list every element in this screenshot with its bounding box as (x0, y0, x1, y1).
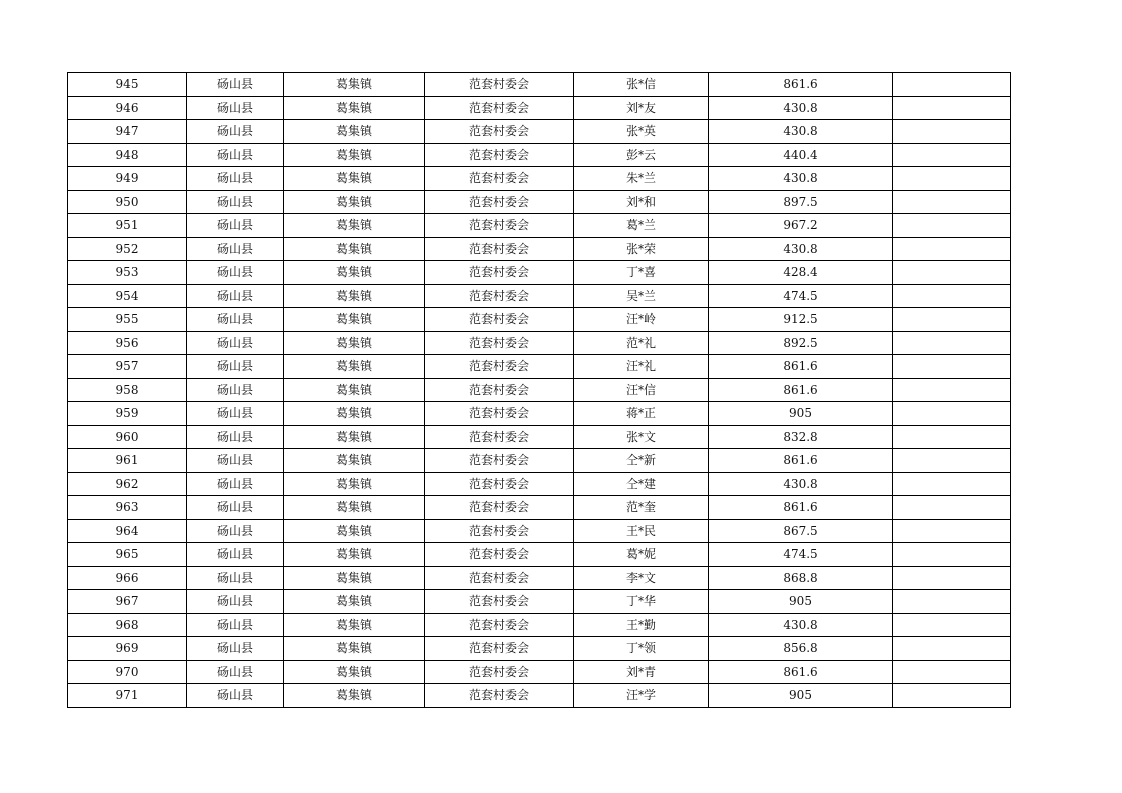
name-cell: 吴*兰 (574, 284, 709, 308)
row-number-cell: 961 (68, 449, 187, 473)
name-cell: 蒋*正 (574, 402, 709, 426)
table-row (68, 214, 1011, 238)
amount-cell: 430.8 (709, 120, 893, 144)
town-cell: 葛集镇 (284, 425, 425, 449)
village-cell: 范套村委会 (425, 143, 574, 167)
row-number-cell: 952 (68, 237, 187, 261)
note-cell (893, 637, 1011, 661)
note-cell (893, 190, 1011, 214)
table-row (68, 96, 1011, 120)
row-number-cell: 957 (68, 355, 187, 379)
table-row (68, 284, 1011, 308)
village-cell: 范套村委会 (425, 402, 574, 426)
note-cell (893, 660, 1011, 684)
name-cell: 王*民 (574, 519, 709, 543)
town-cell: 葛集镇 (284, 120, 425, 144)
amount-cell: 861.6 (709, 449, 893, 473)
town-cell: 葛集镇 (284, 331, 425, 355)
town-cell: 葛集镇 (284, 284, 425, 308)
name-cell: 葛*兰 (574, 214, 709, 238)
note-cell (893, 143, 1011, 167)
row-number-cell: 967 (68, 590, 187, 614)
village-cell: 范套村委会 (425, 120, 574, 144)
village-cell: 范套村委会 (425, 73, 574, 97)
town-cell: 葛集镇 (284, 543, 425, 567)
name-cell: 张*文 (574, 425, 709, 449)
note-cell (893, 543, 1011, 567)
name-cell: 彭*云 (574, 143, 709, 167)
county-cell: 砀山县 (187, 402, 284, 426)
table-row (68, 590, 1011, 614)
village-cell: 范套村委会 (425, 214, 574, 238)
amount-cell: 912.5 (709, 308, 893, 332)
row-number-cell: 962 (68, 472, 187, 496)
records-table (67, 72, 1011, 708)
town-cell: 葛集镇 (284, 214, 425, 238)
amount-cell: 868.8 (709, 566, 893, 590)
name-cell: 丁*华 (574, 590, 709, 614)
county-cell: 砀山县 (187, 308, 284, 332)
town-cell: 葛集镇 (284, 308, 425, 332)
table-row (68, 73, 1011, 97)
table-row (68, 660, 1011, 684)
name-cell: 刘*友 (574, 96, 709, 120)
county-cell: 砀山县 (187, 519, 284, 543)
town-cell: 葛集镇 (284, 143, 425, 167)
table-row (68, 308, 1011, 332)
village-cell: 范套村委会 (425, 167, 574, 191)
county-cell: 砀山县 (187, 660, 284, 684)
row-number-cell: 970 (68, 660, 187, 684)
town-cell: 葛集镇 (284, 613, 425, 637)
county-cell: 砀山县 (187, 566, 284, 590)
village-cell: 范套村委会 (425, 613, 574, 637)
village-cell: 范套村委会 (425, 637, 574, 661)
town-cell: 葛集镇 (284, 378, 425, 402)
county-cell: 砀山县 (187, 378, 284, 402)
table-row (68, 496, 1011, 520)
amount-cell: 861.6 (709, 378, 893, 402)
name-cell: 仝*建 (574, 472, 709, 496)
row-number-cell: 950 (68, 190, 187, 214)
county-cell: 砀山县 (187, 613, 284, 637)
village-cell: 范套村委会 (425, 519, 574, 543)
amount-cell: 430.8 (709, 472, 893, 496)
amount-cell: 861.6 (709, 73, 893, 97)
village-cell: 范套村委会 (425, 355, 574, 379)
town-cell: 葛集镇 (284, 590, 425, 614)
note-cell (893, 613, 1011, 637)
table-row (68, 190, 1011, 214)
note-cell (893, 496, 1011, 520)
village-cell: 范套村委会 (425, 566, 574, 590)
note-cell (893, 449, 1011, 473)
row-number-cell: 971 (68, 684, 187, 708)
row-number-cell: 956 (68, 331, 187, 355)
county-cell: 砀山县 (187, 73, 284, 97)
note-cell (893, 284, 1011, 308)
village-cell: 范套村委会 (425, 543, 574, 567)
amount-cell: 430.8 (709, 613, 893, 637)
name-cell: 汪*岭 (574, 308, 709, 332)
table-row (68, 378, 1011, 402)
row-number-cell: 946 (68, 96, 187, 120)
county-cell: 砀山县 (187, 472, 284, 496)
note-cell (893, 120, 1011, 144)
table-row (68, 684, 1011, 708)
name-cell: 汪*信 (574, 378, 709, 402)
village-cell: 范套村委会 (425, 284, 574, 308)
town-cell: 葛集镇 (284, 237, 425, 261)
village-cell: 范套村委会 (425, 590, 574, 614)
town-cell: 葛集镇 (284, 167, 425, 191)
row-number-cell: 949 (68, 167, 187, 191)
table-row (68, 613, 1011, 637)
town-cell: 葛集镇 (284, 96, 425, 120)
amount-cell: 856.8 (709, 637, 893, 661)
note-cell (893, 355, 1011, 379)
town-cell: 葛集镇 (284, 261, 425, 285)
county-cell: 砀山县 (187, 543, 284, 567)
county-cell: 砀山县 (187, 425, 284, 449)
town-cell: 葛集镇 (284, 519, 425, 543)
table-row (68, 637, 1011, 661)
county-cell: 砀山县 (187, 637, 284, 661)
row-number-cell: 954 (68, 284, 187, 308)
row-number-cell: 965 (68, 543, 187, 567)
name-cell: 汪*礼 (574, 355, 709, 379)
amount-cell: 440.4 (709, 143, 893, 167)
note-cell (893, 684, 1011, 708)
name-cell: 刘*青 (574, 660, 709, 684)
county-cell: 砀山县 (187, 496, 284, 520)
amount-cell: 430.8 (709, 237, 893, 261)
county-cell: 砀山县 (187, 214, 284, 238)
county-cell: 砀山县 (187, 237, 284, 261)
note-cell (893, 519, 1011, 543)
name-cell: 丁*领 (574, 637, 709, 661)
table-row (68, 472, 1011, 496)
amount-cell: 428.4 (709, 261, 893, 285)
row-number-cell: 958 (68, 378, 187, 402)
village-cell: 范套村委会 (425, 261, 574, 285)
county-cell: 砀山县 (187, 590, 284, 614)
amount-cell: 861.6 (709, 355, 893, 379)
name-cell: 李*文 (574, 566, 709, 590)
village-cell: 范套村委会 (425, 684, 574, 708)
table-row (68, 402, 1011, 426)
row-number-cell: 951 (68, 214, 187, 238)
note-cell (893, 590, 1011, 614)
row-number-cell: 963 (68, 496, 187, 520)
county-cell: 砀山县 (187, 284, 284, 308)
amount-cell: 905 (709, 402, 893, 426)
village-cell: 范套村委会 (425, 331, 574, 355)
county-cell: 砀山县 (187, 684, 284, 708)
village-cell: 范套村委会 (425, 190, 574, 214)
name-cell: 范*礼 (574, 331, 709, 355)
note-cell (893, 566, 1011, 590)
note-cell (893, 214, 1011, 238)
row-number-cell: 955 (68, 308, 187, 332)
town-cell: 葛集镇 (284, 637, 425, 661)
county-cell: 砀山县 (187, 167, 284, 191)
note-cell (893, 378, 1011, 402)
amount-cell: 861.6 (709, 660, 893, 684)
note-cell (893, 331, 1011, 355)
village-cell: 范套村委会 (425, 660, 574, 684)
village-cell: 范套村委会 (425, 425, 574, 449)
name-cell: 张*荣 (574, 237, 709, 261)
table-row (68, 355, 1011, 379)
note-cell (893, 73, 1011, 97)
village-cell: 范套村委会 (425, 96, 574, 120)
row-number-cell: 959 (68, 402, 187, 426)
amount-cell: 905 (709, 590, 893, 614)
name-cell: 张*英 (574, 120, 709, 144)
town-cell: 葛集镇 (284, 449, 425, 473)
table-row (68, 237, 1011, 261)
town-cell: 葛集镇 (284, 684, 425, 708)
name-cell: 葛*妮 (574, 543, 709, 567)
town-cell: 葛集镇 (284, 496, 425, 520)
note-cell (893, 402, 1011, 426)
county-cell: 砀山县 (187, 143, 284, 167)
county-cell: 砀山县 (187, 120, 284, 144)
table-row (68, 261, 1011, 285)
village-cell: 范套村委会 (425, 472, 574, 496)
town-cell: 葛集镇 (284, 566, 425, 590)
table-row (68, 449, 1011, 473)
village-cell: 范套村委会 (425, 308, 574, 332)
amount-cell: 832.8 (709, 425, 893, 449)
amount-cell: 967.2 (709, 214, 893, 238)
amount-cell: 867.5 (709, 519, 893, 543)
table-row (68, 425, 1011, 449)
name-cell: 仝*新 (574, 449, 709, 473)
amount-cell: 430.8 (709, 167, 893, 191)
county-cell: 砀山县 (187, 355, 284, 379)
town-cell: 葛集镇 (284, 355, 425, 379)
amount-cell: 430.8 (709, 96, 893, 120)
table-row (68, 167, 1011, 191)
name-cell: 汪*学 (574, 684, 709, 708)
town-cell: 葛集镇 (284, 472, 425, 496)
note-cell (893, 472, 1011, 496)
table-row (68, 543, 1011, 567)
note-cell (893, 308, 1011, 332)
records-table-body (68, 73, 1011, 708)
name-cell: 范*奎 (574, 496, 709, 520)
county-cell: 砀山县 (187, 449, 284, 473)
row-number-cell: 968 (68, 613, 187, 637)
note-cell (893, 425, 1011, 449)
row-number-cell: 945 (68, 73, 187, 97)
village-cell: 范套村委会 (425, 496, 574, 520)
row-number-cell: 947 (68, 120, 187, 144)
amount-cell: 861.6 (709, 496, 893, 520)
village-cell: 范套村委会 (425, 449, 574, 473)
town-cell: 葛集镇 (284, 402, 425, 426)
table-row (68, 331, 1011, 355)
row-number-cell: 960 (68, 425, 187, 449)
note-cell (893, 237, 1011, 261)
table-row (68, 120, 1011, 144)
table-row (68, 519, 1011, 543)
note-cell (893, 261, 1011, 285)
name-cell: 刘*和 (574, 190, 709, 214)
county-cell: 砀山县 (187, 190, 284, 214)
row-number-cell: 964 (68, 519, 187, 543)
note-cell (893, 167, 1011, 191)
name-cell: 丁*喜 (574, 261, 709, 285)
county-cell: 砀山县 (187, 261, 284, 285)
amount-cell: 474.5 (709, 284, 893, 308)
town-cell: 葛集镇 (284, 73, 425, 97)
table-row (68, 143, 1011, 167)
row-number-cell: 969 (68, 637, 187, 661)
town-cell: 葛集镇 (284, 190, 425, 214)
name-cell: 张*信 (574, 73, 709, 97)
village-cell: 范套村委会 (425, 378, 574, 402)
amount-cell: 892.5 (709, 331, 893, 355)
row-number-cell: 953 (68, 261, 187, 285)
table-row (68, 566, 1011, 590)
row-number-cell: 966 (68, 566, 187, 590)
note-cell (893, 96, 1011, 120)
name-cell: 王*勤 (574, 613, 709, 637)
county-cell: 砀山县 (187, 331, 284, 355)
amount-cell: 897.5 (709, 190, 893, 214)
amount-cell: 905 (709, 684, 893, 708)
amount-cell: 474.5 (709, 543, 893, 567)
town-cell: 葛集镇 (284, 660, 425, 684)
village-cell: 范套村委会 (425, 237, 574, 261)
name-cell: 朱*兰 (574, 167, 709, 191)
county-cell: 砀山县 (187, 96, 284, 120)
row-number-cell: 948 (68, 143, 187, 167)
